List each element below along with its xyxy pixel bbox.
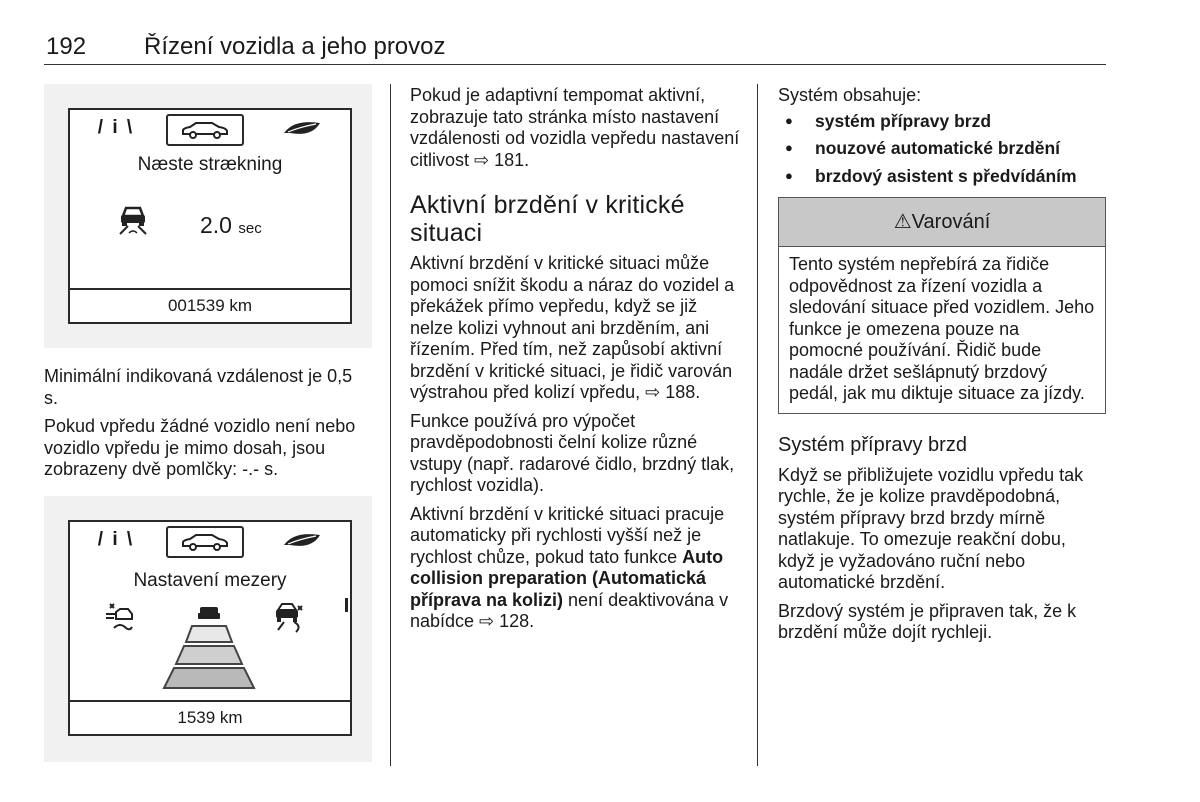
display-title: Næste strækning: [137, 154, 283, 175]
left-column: [44, 366, 369, 488]
leaf-icon: [274, 114, 330, 142]
car-ahead-icon: [154, 604, 264, 697]
list-item: ● brzdový asistent s předvídáním: [778, 166, 1106, 188]
distance-readout: [200, 212, 262, 239]
paragraph: Funkce používá pro výpočet pravděpodobnosti čelní kolize různé vstupy (např. radarové čidlo, brzdný tlak, rychlost vozidla).: [410, 410, 735, 495]
paragraph: Když se přibližujete vozidlu vpředu tak rychle, že je kolize pravděpodobná, systém přípravy brzd brzdy mírně natlakuje. To omezuje reakční dobu, když je vyžadováno ruční nebo automatické brzdění.: [778, 464, 1084, 592]
odometer: 1539 km: [70, 700, 350, 734]
paragraph: Pokud vpředu žádné vozidlo není nebo vozidlo vpředu je mimo dosah, jsou zobrazeny dvě pomlčky: -.- s.: [44, 416, 356, 479]
feature-list: [778, 111, 1106, 188]
distance-unit: sec: [238, 220, 262, 237]
page-title: Řízení vozidla a jeho provoz: [144, 33, 446, 60]
section-heading: Aktivní brzdění v kritické situaci: [410, 191, 685, 247]
road-icon: / i \: [97, 529, 135, 550]
paragraph: [410, 504, 745, 633]
distance-value: 2.0: [200, 212, 232, 238]
column-divider-2: [757, 84, 758, 766]
paragraph: Aktivní brzdění v kritické situaci může pomoci snížit škodu a náraz do vozidel a překážek přímo vepředu, když se již nelze kolizi vyhnout ani brzděním, ani řízením. Před tím, než zapůsobí aktivní brzdění v kritické situaci, je řidič varován výstrahou před kolizí vpředu, ⇨ 188.: [410, 253, 735, 402]
list-item: ● nouzové automatické brzdění: [778, 138, 1106, 160]
page-number: 192: [46, 33, 87, 60]
middle-column: [410, 85, 745, 640]
right-column: [778, 85, 1106, 651]
section-heading: Systém přípravy brzd: [778, 433, 967, 456]
car-icon: [166, 114, 244, 146]
warning-text: Tento systém nepřebírá za řidiče odpovědnost za řízení vozidla a sledování situace před vozidlem. Jeho funkce je omezena pouze na pomocné používání. Řidič bude nadále držet sešlápnutý brzdový pedál, jak mu diktuje situace za jízdy.: [789, 254, 1095, 403]
text-run: není deaktivována v nabídce ⇨ 128.: [410, 589, 729, 631]
display-screen: [68, 108, 352, 324]
paragraph: Brzdový systém je připraven tak, že k brzdění může dojít rychleji.: [778, 600, 1077, 642]
sensitivity-high-icon: [272, 600, 304, 639]
figure-gap-setting-display: [44, 496, 372, 762]
warning-title: ⚠Varování: [779, 198, 1105, 247]
text-run: Aktivní brzdění v kritické situaci pracuje automaticky při rychlosti vyšší než je rychlost chůze, pokud tato funkce: [410, 503, 725, 567]
following-distance-icon: [116, 202, 150, 241]
paragraph: Minimální indikovaná vzdálenost je 0,5 s.: [44, 366, 353, 408]
leaf-icon: [274, 526, 330, 554]
header-rule: [44, 64, 1106, 65]
display-title: Nastavení mezery: [133, 570, 287, 591]
display-tabbar: [70, 522, 350, 558]
paragraph: Systém obsahuje:: [778, 85, 922, 105]
sensitivity-low-icon: [104, 600, 134, 637]
menu-option-name: Auto collision preparation (Automatická příprava na kolizi): [410, 546, 724, 610]
warning-box: [778, 197, 1106, 414]
list-item: ● systém přípravy brzd: [778, 111, 1106, 133]
odometer: 001539 km: [70, 288, 350, 322]
figure-distance-display: [44, 84, 372, 348]
road-icon: / i \: [97, 117, 135, 138]
column-divider-1: [390, 84, 391, 766]
display-screen: [68, 520, 352, 736]
display-tabbar: [70, 110, 350, 146]
scroll-indicator: [345, 598, 348, 612]
paragraph: Pokud je adaptivní tempomat aktivní, zobrazuje tato stránka místo nastavení vzdálenosti od vozidla vepředu nastavení citlivost ⇨ 181.: [410, 85, 740, 170]
car-icon: [166, 526, 244, 558]
